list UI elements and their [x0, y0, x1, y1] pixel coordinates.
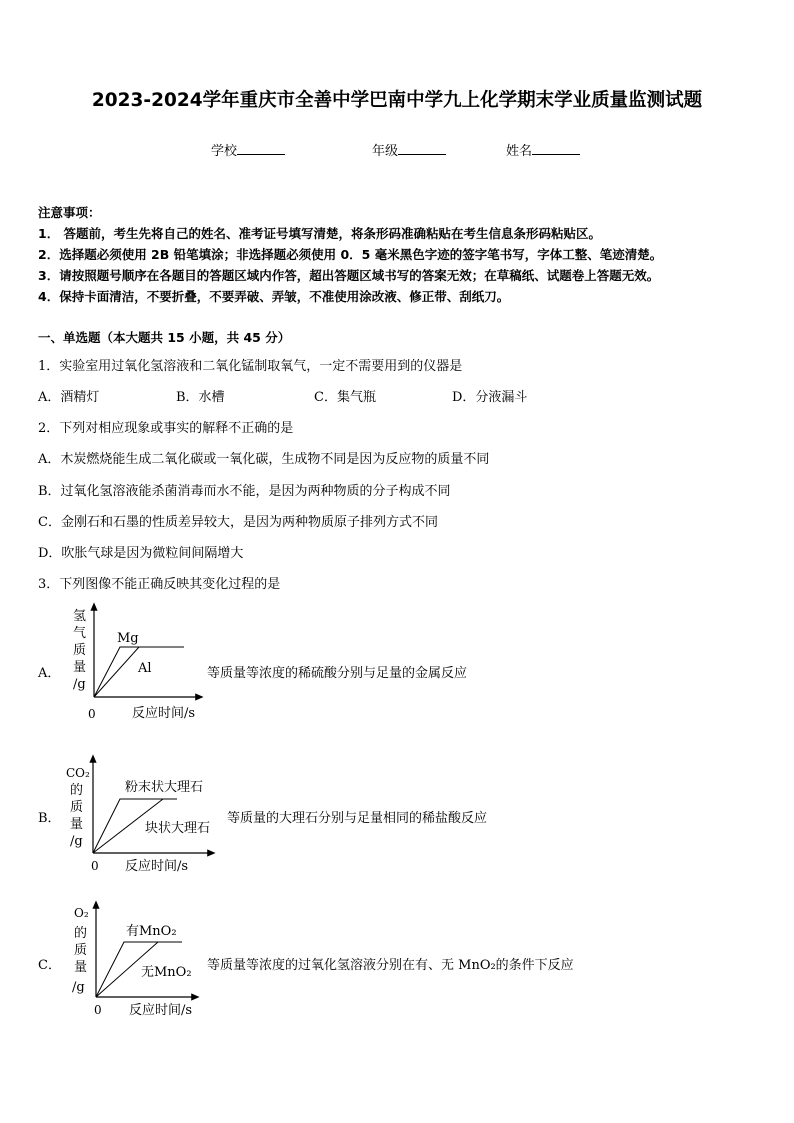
- q2-option-d[interactable]: D．吹胀气球是因为微粒间间隔增大: [38, 546, 244, 561]
- grade-blank[interactable]: [398, 142, 446, 155]
- y-label-char: 量: [70, 817, 84, 832]
- origin-label: 0: [91, 859, 99, 873]
- q1-option-b[interactable]: B．水槽: [176, 390, 225, 405]
- y-label-char: 量: [74, 960, 88, 975]
- q1-option-c[interactable]: C．集气瓶: [314, 390, 376, 405]
- grade-label: 年级: [372, 144, 399, 159]
- name-label: 姓名: [506, 144, 533, 159]
- question-3-stem: 3．下列图像不能正确反映其变化过程的是: [38, 577, 281, 592]
- q3-graph-c: [60, 898, 206, 1023]
- q2-option-c[interactable]: C．金刚石和石墨的性质差异较大，是因为两种物质原子排列方式不同: [38, 515, 438, 530]
- school-field[interactable]: [211, 140, 285, 159]
- school-label: 学校: [211, 144, 238, 159]
- q1-option-d[interactable]: D．分液漏斗: [452, 390, 528, 405]
- origin-label: 0: [88, 707, 96, 721]
- q3-graph-a: [60, 600, 210, 725]
- y-label-char: 质: [70, 800, 84, 815]
- series-label-1: 有MnO₂: [126, 924, 177, 939]
- section-heading: 一、单选题（本大题共 15 小题，共 45 分）: [38, 330, 291, 345]
- origin-label: 0: [94, 1003, 102, 1017]
- school-blank[interactable]: [237, 142, 285, 155]
- y-label-char: 氢: [73, 609, 87, 624]
- q1-option-a[interactable]: A．酒精灯: [38, 390, 100, 405]
- series-label-2: 无MnO₂: [141, 965, 192, 980]
- notice-item: 2．选择题必须使用 2B 铅笔填涂；非选择题必须使用 0．5 毫米黑色字迹的签字笔书写，字体工整、笔迹清楚。: [38, 247, 663, 262]
- y-label-char: O₂: [74, 906, 89, 920]
- y-label-char: /g: [70, 834, 83, 849]
- series-label-2: 块状大理石: [145, 821, 211, 836]
- y-label-char: 质: [74, 943, 88, 958]
- y-label-char: 量: [73, 660, 87, 675]
- y-label-char: 气: [73, 626, 87, 641]
- notice-item: 4．保持卡面清洁，不要折叠，不要弄破、弄皱，不准使用涂改液、修正带、刮纸刀。: [38, 289, 510, 304]
- name-field[interactable]: [506, 140, 580, 159]
- q3-option-b-description: 等质量的大理石分别与足量相同的稀盐酸反应: [227, 811, 488, 826]
- question-2-stem: 2．下列对相应现象或事实的解释不正确的是: [38, 421, 294, 436]
- notice-heading: 注意事项：: [38, 205, 101, 220]
- notice-item: 3．请按照题号顺序在各题目的答题区域内作答，超出答题区域书写的答案无效；在草稿纸、试题卷上答题无效。: [38, 268, 660, 283]
- notice-item: 1． 答题前，考生先将自己的姓名、准考证号填写清楚，将条形码准确粘贴在考生信息条形码粘贴区。: [38, 226, 602, 241]
- question-1-stem: 1．实验室用过氧化氢溶液和二氧化锰制取氧气，一定不需要用到的仪器是: [38, 359, 463, 374]
- q3-option-c[interactable]: C．: [38, 958, 61, 973]
- series-label-2: Al: [138, 661, 152, 676]
- q3-option-b[interactable]: B．: [38, 811, 61, 826]
- y-label-char: 的: [74, 926, 88, 941]
- y-label-char: CO₂: [66, 766, 90, 780]
- q2-option-a[interactable]: A．木炭燃烧能生成二氧化碳或一氧化碳，生成物不同是因为反应物的质量不同: [38, 452, 490, 467]
- grade-field[interactable]: [372, 140, 446, 159]
- name-blank[interactable]: [532, 142, 580, 155]
- x-axis-label: 反应时间/s: [129, 1003, 193, 1018]
- q3-option-c-description: 等质量等浓度的过氧化氢溶液分别在有、无 MnO₂的条件下反应: [207, 958, 574, 973]
- series-label-1: Mg: [117, 631, 139, 646]
- y-label-char: 质: [73, 643, 87, 658]
- q3-option-a-description: 等质量等浓度的稀硫酸分别与足量的金属反应: [207, 666, 468, 681]
- y-label-char: /g: [73, 677, 86, 692]
- q3-graph-b: [60, 752, 220, 880]
- q3-option-a[interactable]: A．: [38, 666, 61, 681]
- x-axis-label: 反应时间/s: [125, 859, 189, 874]
- y-label-char: /g: [72, 980, 85, 995]
- q2-option-b[interactable]: B．过氧化氢溶液能杀菌消毒而水不能，是因为两种物质的分子构成不同: [38, 484, 451, 499]
- y-label-char: 的: [70, 783, 84, 798]
- page-title: 2023-2024学年重庆市全善中学巴南中学九上化学期末学业质量监测试题: [91, 90, 703, 111]
- x-axis-label: 反应时间/s: [132, 706, 196, 721]
- series-label-1: 粉末状大理石: [125, 780, 204, 795]
